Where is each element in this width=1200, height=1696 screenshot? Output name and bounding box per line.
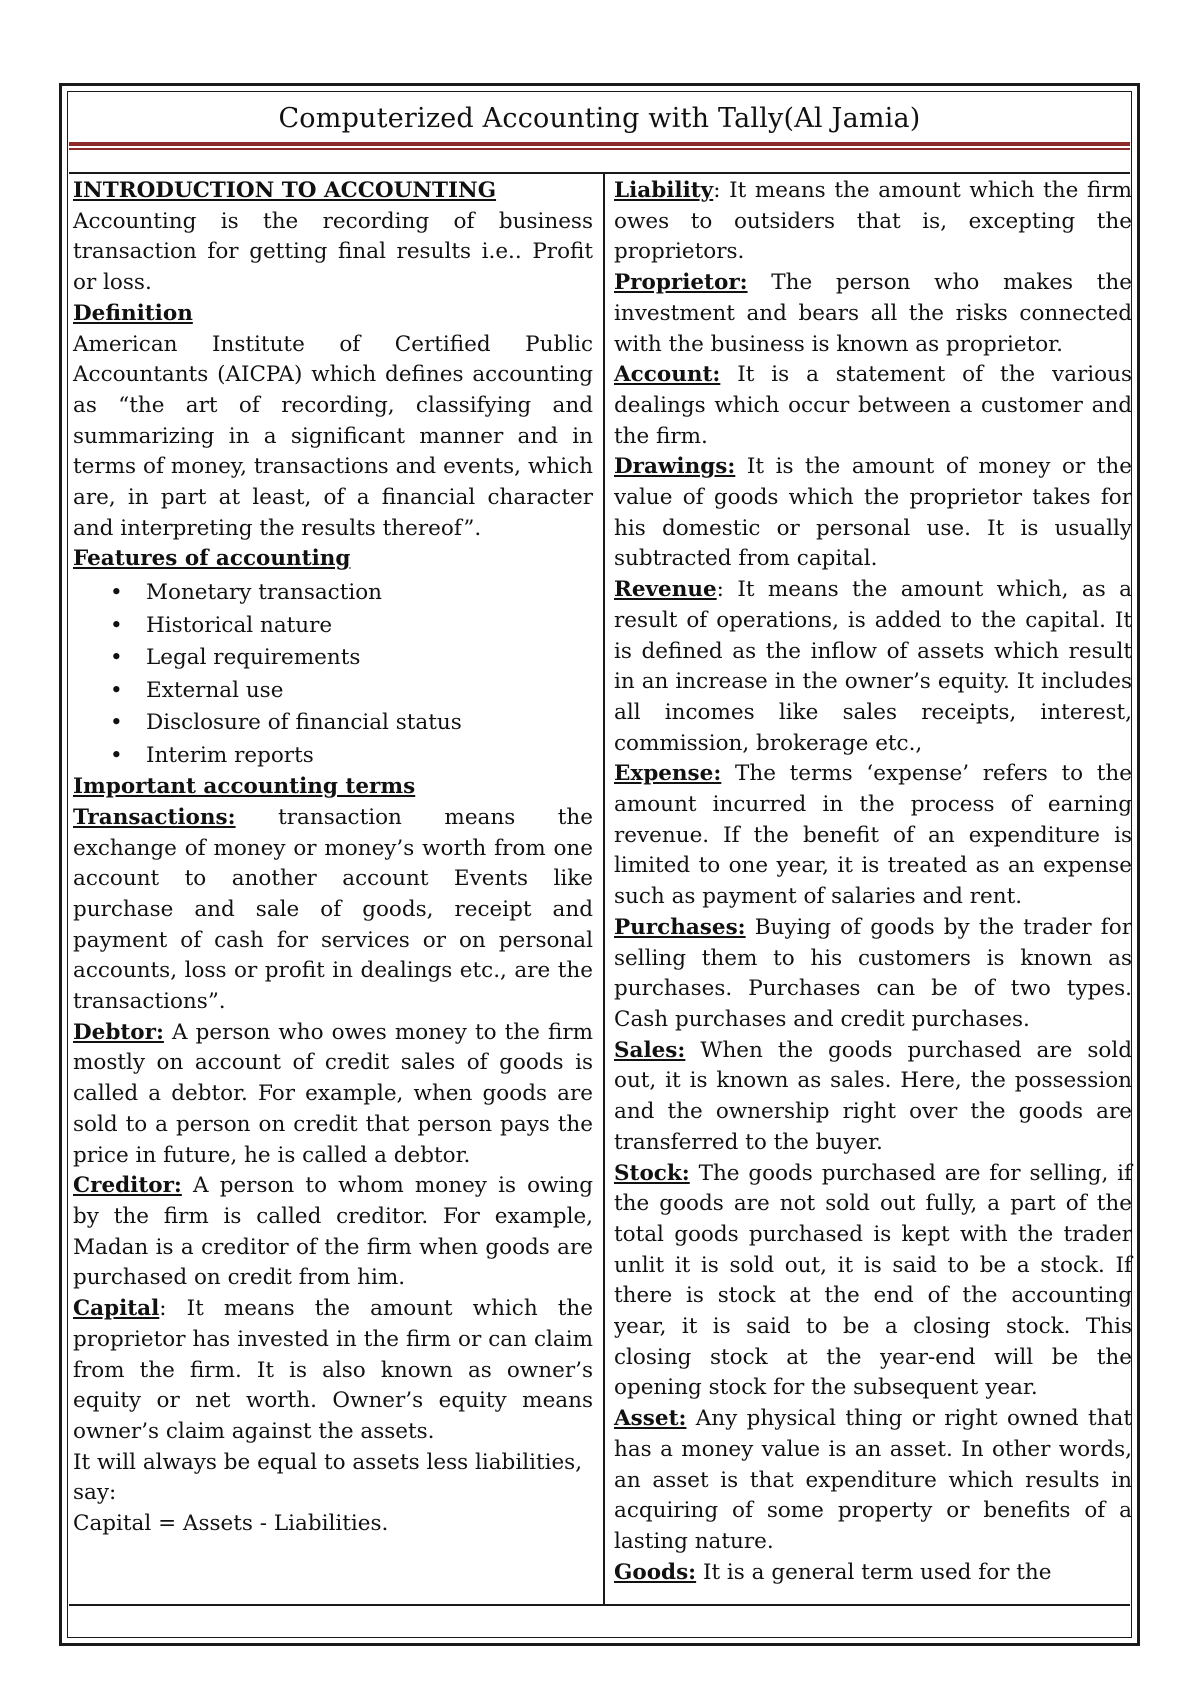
purchases-text: Buying of goods by the trader for selling them to his customers is known as purchases. Purchases can be of two types. Cash purchases and credit purchases. bbox=[614, 914, 1132, 1032]
creditor-entry bbox=[73, 1171, 593, 1294]
transactions-term: Transactions: bbox=[73, 804, 236, 830]
liability-text: : It means the amount which the firm owes to outsiders that is, excepting the proprietors. bbox=[614, 178, 1132, 265]
list-item: • External use bbox=[146, 675, 593, 708]
stock-text: The goods purchased are for selling, if the goods are not sold out fully, a part of the total goods purchased is kept with the trader unlit it is sold out, it is said to be a stock. If there is stock at the end of the accounting year, it is said to be a closing stock. This closing stock at the year-end will be the opening stock for the subsequent year. bbox=[614, 1160, 1132, 1401]
expense-text: The terms ‘expense’ refers to the amount incurred in the process of earning revenue. If the benefit of an expenditure is limited to one year, it is treated as an expense such as payment of salaries and rent. bbox=[614, 761, 1132, 910]
liability-term: Liability bbox=[614, 178, 714, 203]
sales-term: Sales: bbox=[614, 1037, 686, 1063]
definition-heading: Definition bbox=[73, 300, 193, 326]
stock-entry bbox=[614, 1159, 1132, 1405]
list-item: • Legal requirements bbox=[146, 642, 593, 675]
expense-term: Expense: bbox=[614, 761, 722, 787]
creditor-term: Creditor: bbox=[73, 1173, 182, 1199]
drawings-term: Drawings: bbox=[614, 454, 736, 480]
goods-entry bbox=[614, 1558, 1132, 1589]
asset-text: Any physical thing or right owned that has a money value is an asset. In other words, an asset is that expenditure which results in acquiring of some property or benefits of a lasting nature. bbox=[614, 1406, 1132, 1554]
proprietor-term: Proprietor: bbox=[614, 270, 748, 296]
account-term: Account: bbox=[614, 362, 721, 388]
title-rule-thin bbox=[69, 148, 1130, 150]
column-divider bbox=[603, 173, 605, 1606]
list-item: • Monetary transaction bbox=[146, 577, 593, 610]
revenue-text: : It means the amount which, as a result of operations, is added to the capital. It is defined as the inflow of assets which result in an increase in the owner’s equity. It includes all incomes like sales receipts, interest, commission, brokerage etc., bbox=[614, 577, 1132, 756]
transactions-text: transaction means the exchange of money or money’s worth from one account to another account Events like purchase and sale of goods, receipt and payment of cash for services or on personal accounts, loss or profit in dealings etc., are the transactions”. bbox=[73, 804, 593, 1015]
debtor-entry bbox=[73, 1018, 593, 1172]
expense-entry bbox=[614, 759, 1132, 913]
asset-term: Asset: bbox=[614, 1406, 687, 1432]
debtor-term: Debtor: bbox=[73, 1019, 164, 1045]
liability-entry bbox=[614, 176, 1132, 268]
sales-text: When the goods purchased are sold out, it is known as sales. Here, the possession and the ownership right over the goods are transferred to the buyer. bbox=[614, 1037, 1132, 1155]
capital-text: : It means the amount which the proprietor has invested in the firm or can claim from the firm. It is also known as owner’s equity or net worth. Owner’s equity means owner’s claim against the assets. bbox=[73, 1296, 593, 1444]
proprietor-entry bbox=[614, 268, 1132, 360]
revenue-term: Revenue bbox=[614, 577, 717, 603]
list-item: • Historical nature bbox=[146, 610, 593, 643]
list-item: • Interim reports bbox=[146, 740, 593, 773]
debtor-text: A person who owes money to the firm mostly on account of credit sales of goods is called a debtor. For example, when goods are sold to a person on credit that person pays the price in future, he is called a debtor. bbox=[73, 1019, 593, 1168]
table-bottom-rule bbox=[69, 1604, 1130, 1606]
proprietor-text: The person who makes the investment and bears all the risks connected with the business is known as proprietor. bbox=[614, 270, 1132, 357]
left-column bbox=[73, 176, 593, 1540]
capital-note: It will always be equal to assets less liabilities, say: bbox=[73, 1449, 583, 1506]
account-entry bbox=[614, 360, 1132, 452]
purchases-entry bbox=[614, 913, 1132, 1036]
transactions-entry bbox=[73, 803, 593, 1018]
title-rule-thick bbox=[69, 142, 1130, 146]
asset-entry bbox=[614, 1404, 1132, 1558]
capital-entry bbox=[73, 1294, 593, 1448]
goods-term: Goods: bbox=[614, 1559, 697, 1585]
account-text: It is a statement of the various dealings which occur between a customer and the firm. bbox=[614, 362, 1132, 449]
stock-term: Stock: bbox=[614, 1160, 690, 1186]
goods-text: It is a general term used for the bbox=[702, 1559, 1052, 1585]
intro-text: Accounting is the recording of business transaction for getting final results i.e.. Profit or loss. bbox=[73, 208, 593, 296]
capital-formula: Capital = Assets - Liabilities. bbox=[73, 1511, 389, 1537]
creditor-text: A person to whom money is owing by the firm is called creditor. For example, Madan is a creditor of the firm when goods are purchased on credit from him. bbox=[73, 1173, 593, 1291]
terms-heading: Important accounting terms bbox=[73, 774, 416, 800]
page-title: Computerized Accounting with Tally(Al Jamia) bbox=[278, 103, 921, 134]
table-top-rule bbox=[69, 172, 1130, 174]
revenue-entry bbox=[614, 575, 1132, 759]
intro-heading: INTRODUCTION TO ACCOUNTING bbox=[73, 178, 497, 203]
definition-text: American Institute of Certified Public Accountants (AICPA) which defines accounting as “the art of recording, classifying and summarizing in a significant manner and in terms of money, transactions and events, which are, in part at least, of a financial character and interpreting the results thereof”. bbox=[73, 331, 593, 541]
drawings-entry bbox=[614, 452, 1132, 575]
features-list bbox=[73, 577, 593, 772]
capital-term: Capital bbox=[73, 1296, 160, 1322]
purchases-term: Purchases: bbox=[614, 914, 746, 940]
features-heading: Features of accounting bbox=[73, 546, 351, 572]
drawings-text: It is the amount of money or the value of goods which the proprietor takes for his domestic or personal use. It is usually subtracted from capital. bbox=[614, 454, 1132, 572]
list-item: • Disclosure of financial status bbox=[146, 707, 593, 740]
sales-entry bbox=[614, 1036, 1132, 1159]
right-column bbox=[614, 176, 1132, 1588]
